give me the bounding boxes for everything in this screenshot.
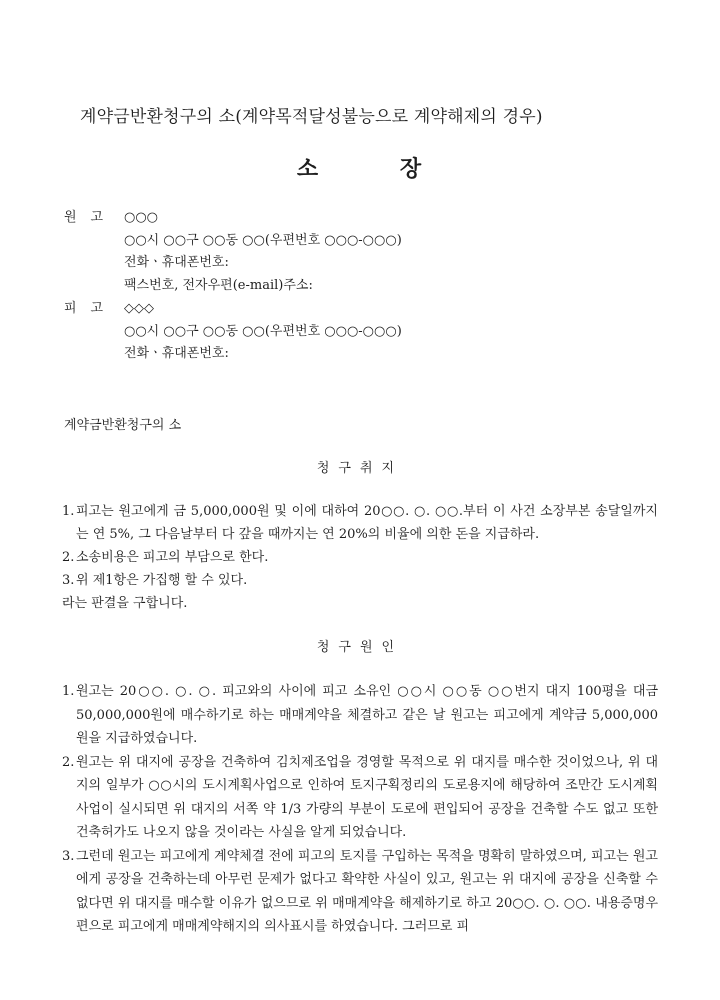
item-number: 2. <box>62 550 75 565</box>
plaintiff-address-row <box>64 230 684 253</box>
item-number: 3. <box>62 573 75 588</box>
defendant-block <box>64 298 684 366</box>
item-number: 1. <box>62 504 75 519</box>
item-text: 원고는 위 대지에 공장을 건축하여 김치제조업을 경영할 목적으로 위 대지를 매수한 것이었으나, 위 대지의 일부가 ○○시의 도시계획사업으로 인하여 토지구획정리의 도로용지에 해당하여 조만간 도시계획사업이 실시되면 위 대지의 서쪽 약 1/3 가량의 부분이 도로에 편입되어 공장을 건축할 수도 없고 또한 건축허가도 나오지 않을 것이라는 사실을 알게 되었습니다. <box>76 754 658 840</box>
list-item <box>62 680 658 751</box>
claim-cause-list <box>62 680 658 939</box>
defendant-name-row <box>64 298 684 321</box>
item-number: 2. <box>62 754 75 770</box>
plaintiff-phone-label: 전화ㆍ휴대폰번호: <box>124 255 229 270</box>
defendant-address-row <box>64 321 684 344</box>
list-item <box>62 500 658 546</box>
list-item <box>62 546 658 569</box>
defendant-phone-row <box>64 343 684 366</box>
item-text: 소송비용은 피고의 부담으로 한다. <box>76 550 269 565</box>
item-text: 위 제1항은 가집행 할 수 있다. <box>76 573 248 588</box>
claim-purpose-list <box>62 500 658 592</box>
claim-purpose-heading: 청구취지 <box>316 461 404 476</box>
item-text: 그런데 원고는 피고에게 계약체결 전에 피고의 토지를 구입하는 목적을 명확히 말하였으며, 피고는 원고에게 공장을 건축하는데 아무런 문제가 없다고 확약한 사실이 있고, 원고는 위 대지에 공장을 신축할 수 없다면 위 대지를 매수할 이유가 없으므로 위 매매계약을 해제하기로 하고 20○○. ○. ○○. 내용증명우편으로 피고에게 매매계약해지의 의사표시를 하였습니다. 그러므로 피 <box>76 848 658 934</box>
plaintiff-role-label: 원고 <box>64 210 118 225</box>
defendant-name: ◇◇◇ <box>124 301 154 316</box>
item-number: 3. <box>62 848 75 864</box>
claim-cause-heading: 청구원인 <box>316 640 404 655</box>
plaintiff-phone-row <box>64 252 684 275</box>
item-text: 원고는 20○○. ○. ○. 피고와의 사이에 피고 소유인 ○○시 ○○동 ○○번지 대지 100평을 대금 50,000,000원에 매수하기로 하는 매매계약을 체결하고 같은 날 원고는 피고에게 계약금 5,000,000원을 지급하였습니다. <box>76 684 658 746</box>
plaintiff-name-row <box>64 207 684 230</box>
item-text: 피고는 원고에게 금 5,000,000원 및 이에 대하여 20○○. ○. ○○.부터 이 사건 소장부본 송달일까지는 연 5%, 그 다음날부터 다 갚을 때까지는 연 20%의 비율에 의한 돈을 지급하라. <box>76 504 658 542</box>
closing-statement: 라는 판결을 구합니다. <box>62 596 188 611</box>
list-item <box>62 569 658 592</box>
plaintiff-address: ○○시 ○○구 ○○동 ○○(우편번호 ○○○-○○○) <box>124 232 402 248</box>
defendant-address: ○○시 ○○구 ○○동 ○○(우편번호 ○○○-○○○) <box>124 323 402 339</box>
defendant-role-label: 피고 <box>64 301 118 316</box>
list-item <box>62 751 658 845</box>
item-number: 1. <box>62 684 75 699</box>
list-item <box>62 845 658 939</box>
document-title: 계약금반환청구의 소(계약목적달성불능으로 계약해제의 경우) <box>80 107 543 127</box>
main-title: 소 장 <box>296 156 424 182</box>
plaintiff-fax-email-row <box>64 275 684 298</box>
plaintiff-name: ○○○ <box>124 210 159 225</box>
case-name: 계약금반환청구의 소 <box>64 418 182 433</box>
plaintiff-fax-email-label: 팩스번호, 전자우편(e-mail)주소: <box>124 277 313 293</box>
plaintiff-block <box>64 207 684 297</box>
defendant-phone-label: 전화ㆍ휴대폰번호: <box>124 346 229 361</box>
